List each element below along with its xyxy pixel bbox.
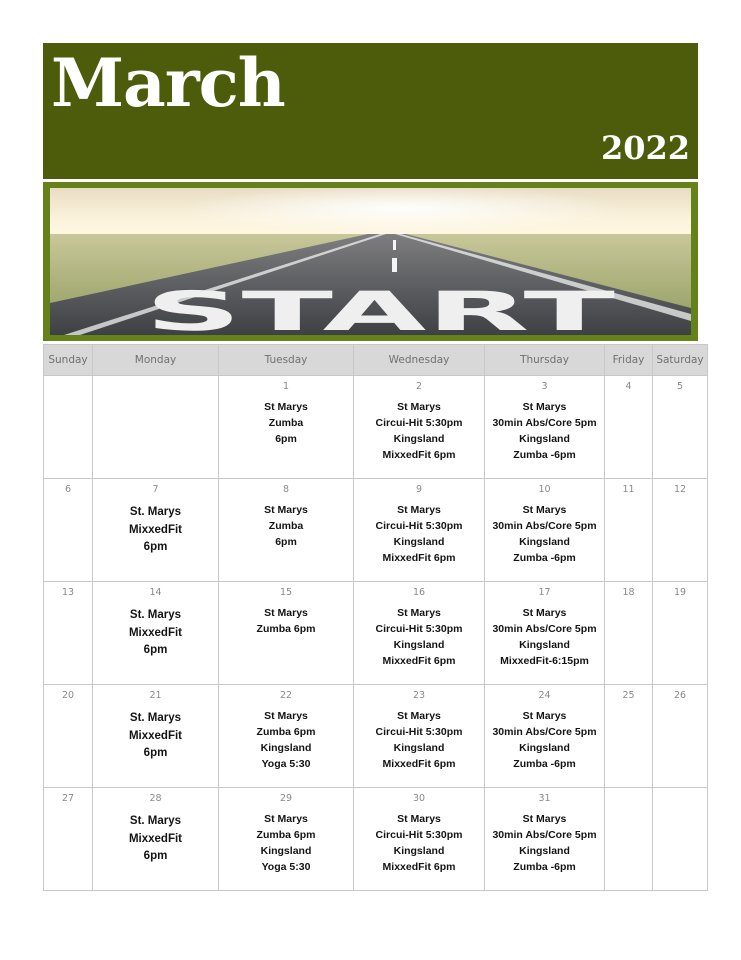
day-number: 28 [149,793,162,804]
day-number: 2 [415,381,423,392]
event-line: Zumba 6pm [256,623,316,635]
calendar-week-row [44,582,708,685]
event-line: St Marys [522,813,567,825]
day-number: 12 [673,484,687,495]
day-cell [44,376,93,479]
day-number: 17 [538,587,551,598]
road-illustration [50,188,691,335]
day-cell [653,788,708,891]
day-number: 15 [279,587,293,598]
day-number: 22 [279,690,293,701]
event-line: Kingsland [519,639,570,651]
day-number: 21 [149,690,162,701]
event-line: Zumba 6pm [256,726,316,738]
day-cell [485,685,605,788]
event-line: Circui-Hit 5:30pm [375,726,463,738]
event-line: St Marys [397,401,441,413]
day-number: 16 [412,587,426,598]
day-number: 1 [282,381,290,392]
event-line: 6pm [143,644,168,656]
event-line: Circui-Hit 5:30pm [375,417,463,429]
banner-frame [43,182,698,341]
event-line: St. Marys [129,712,182,724]
day-cell [93,685,219,788]
event-line: St Marys [264,401,308,413]
day-events [354,399,484,463]
event-line: St. Marys [129,609,182,621]
event-line: MixxedFit [128,626,183,639]
day-events [219,811,353,875]
day-cell [653,479,708,582]
weekday-saturday: Saturday [653,345,708,376]
day-number: 20 [61,690,75,701]
day-events [219,502,353,550]
event-line: Kingsland [260,742,312,754]
day-cell [653,376,708,479]
day-cell [485,582,605,685]
day-number [605,793,652,807]
event-line: St Marys [522,710,567,722]
day-number: 3 [541,381,548,392]
day-number: 14 [149,587,162,598]
event-line: St Marys [522,607,567,619]
day-cell [605,582,653,685]
weekday-header-row [44,345,708,376]
weekday-sunday: Sunday [44,345,93,376]
day-events [354,605,484,669]
event-line: 30min Abs/Core 5pm [492,520,597,532]
day-cell [605,376,653,479]
day-cell [93,479,219,582]
day-events [93,504,218,557]
day-cell [354,788,485,891]
day-cell [605,685,653,788]
day-cell [354,479,485,582]
weekday-thursday: Thursday [485,345,605,376]
day-events [354,708,484,772]
day-cell [219,376,354,479]
day-number: 9 [415,484,423,495]
event-line: MixxedFit [128,729,183,742]
day-number: 25 [622,690,635,701]
event-line: 6pm [143,747,168,759]
day-number: 18 [622,587,635,598]
road-start-photo [50,188,691,335]
event-line: St Marys [264,607,308,619]
event-line: St Marys [264,813,308,825]
day-cell [605,479,653,582]
event-line: MixxedFit 6pm [382,449,456,461]
day-events [354,811,484,875]
event-line: Kingsland [519,433,570,445]
event-line: St. Marys [129,506,182,518]
day-cell [93,582,219,685]
day-number: 19 [673,587,687,598]
day-number: 30 [412,793,426,804]
calendar-week-row [44,685,708,788]
calendar-header [43,43,698,179]
event-line: Zumba -6pm [513,552,576,564]
calendar-week-row [44,479,708,582]
day-cell [93,788,219,891]
month-title: March [51,44,285,122]
day-events [354,502,484,566]
event-line: Kingsland [393,845,445,857]
event-line: Kingsland [393,433,445,445]
day-number: 7 [152,484,159,495]
event-line: 6pm [275,536,297,548]
day-cell [219,479,354,582]
day-cell [44,788,93,891]
event-line: Zumba [268,520,304,532]
event-line: Kingsland [393,742,445,754]
day-cell [485,479,605,582]
day-number: 29 [279,793,293,804]
event-line: 30min Abs/Core 5pm [492,726,597,738]
event-line: Yoga 5:30 [261,758,311,770]
event-line: St Marys [264,504,308,516]
day-events [219,708,353,772]
event-line: MixxedFit 6pm [382,758,456,770]
year-title: 2022 [600,129,690,167]
day-cell [219,788,354,891]
weekday-wednesday: Wednesday [354,345,485,376]
event-line: Kingsland [519,742,570,754]
event-line: 30min Abs/Core 5pm [492,417,597,429]
day-number: 10 [538,484,551,495]
day-events [485,605,604,669]
event-line: Zumba -6pm [513,449,576,461]
day-cell [219,685,354,788]
day-cell [354,582,485,685]
day-events [485,502,604,566]
day-events [219,605,353,637]
day-events [219,399,353,447]
event-line: St Marys [397,813,441,825]
day-cell [44,582,93,685]
event-line: St Marys [397,607,441,619]
day-cell [219,582,354,685]
day-number: 23 [412,690,426,701]
event-line: 6pm [143,850,168,862]
event-line: Kingsland [260,845,312,857]
day-number [653,793,707,807]
event-line: Zumba 6pm [256,829,316,841]
day-number: 8 [282,484,290,495]
day-cell [44,685,93,788]
day-events [485,399,604,463]
event-line: MixxedFit [128,523,183,536]
day-cell [653,582,708,685]
event-line: Circui-Hit 5:30pm [375,829,463,841]
weekday-monday: Monday [93,345,219,376]
event-line: St Marys [397,504,441,516]
day-number: 31 [538,793,551,804]
calendar-week-row [44,376,708,479]
day-number [93,381,218,395]
event-line: St. Marys [129,815,182,827]
event-line: Circui-Hit 5:30pm [375,623,463,635]
event-line: St Marys [522,401,567,413]
day-number: 11 [622,484,635,495]
day-number: 6 [64,484,72,495]
event-line: Kingsland [393,639,445,651]
event-line: St Marys [397,710,441,722]
event-line: MixxedFit 6pm [382,655,456,667]
day-number: 13 [61,587,75,598]
weekday-friday: Friday [605,345,653,376]
event-line: Kingsland [519,845,570,857]
event-line: 30min Abs/Core 5pm [492,829,597,841]
day-cell [485,376,605,479]
day-number [44,381,92,395]
day-number: 5 [676,381,684,392]
event-line: Yoga 5:30 [261,861,311,873]
day-cell [44,479,93,582]
event-line: Zumba [268,417,304,429]
event-line: MixxedFit 6pm [382,861,456,873]
event-line: Kingsland [393,536,445,548]
calendar-week-row [44,788,708,891]
day-events [93,710,218,763]
event-line: MixxedFit-6:15pm [500,655,589,667]
day-cell [605,788,653,891]
day-number: 26 [673,690,687,701]
event-line: St Marys [522,504,567,516]
event-line: St Marys [264,710,308,722]
day-number: 4 [625,381,632,392]
day-cell [653,685,708,788]
event-line: Zumba -6pm [513,861,576,873]
event-line: 6pm [143,541,168,553]
day-cell [354,685,485,788]
day-events [93,813,218,866]
event-line: MixxedFit [128,832,183,845]
day-cell [93,376,219,479]
day-events [485,811,604,875]
road-start-text: START [145,280,616,335]
calendar-grid [43,344,708,891]
day-cell [354,376,485,479]
weekday-tuesday: Tuesday [219,345,354,376]
event-line: Zumba -6pm [513,758,576,770]
day-number: 24 [538,690,551,701]
event-line: Kingsland [519,536,570,548]
day-events [485,708,604,772]
event-line: 6pm [275,433,297,445]
day-number: 27 [61,793,75,804]
day-cell [485,788,605,891]
event-line: Circui-Hit 5:30pm [375,520,463,532]
event-line: 30min Abs/Core 5pm [492,623,597,635]
day-events [93,607,218,660]
event-line: MixxedFit 6pm [382,552,456,564]
